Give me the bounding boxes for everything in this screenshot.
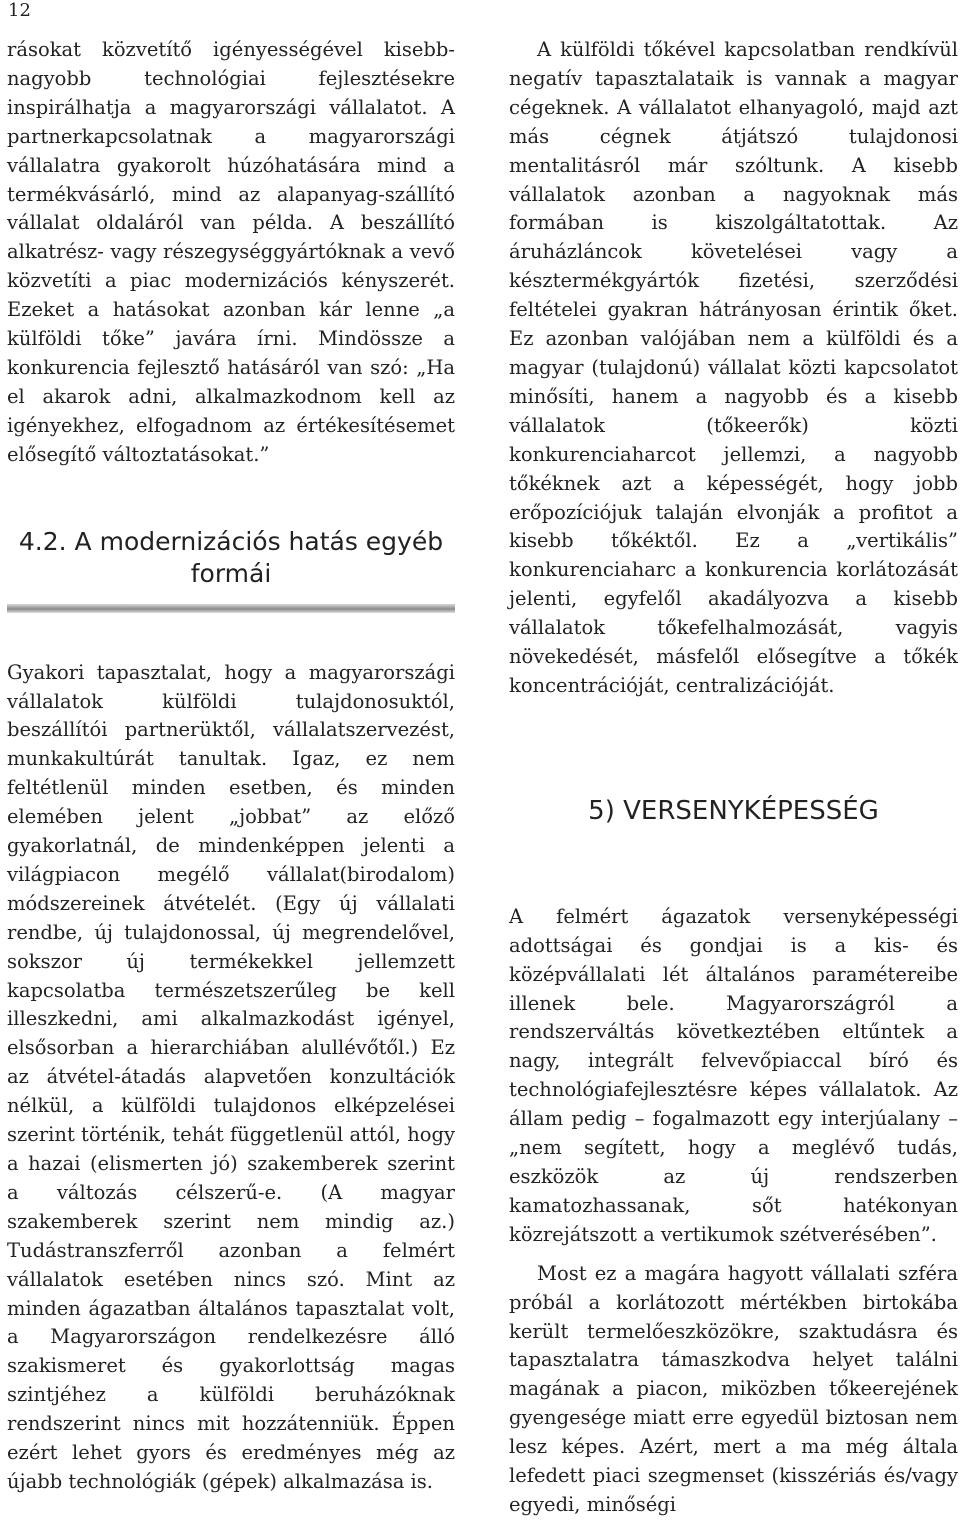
chapter-heading: 5) VERSENYKÉPESSÉG: [588, 795, 879, 826]
section-heading-line-1: 4.2. A modernizációs hatás egyéb: [18, 526, 444, 556]
left-column: [7, 36, 455, 1497]
right-column: [509, 36, 958, 1520]
left-paragraph-1: rásokat közvetítő igényességével kisebb-nagyobb technológiai fejlesztésekre inspirálhatja a magyarországi vállalatot. A partnerkapcsolatnak a magyarországi vállalatra gyakorolt húzóhatására mind a termékvásárló, mind az alapanyag-szállító vállalat oldaláról van példa. A beszállító alkatrész- vagy részegységgyártóknak a vevő közvetíti a piac modernizációs kényszerét. Ezeket a hatásokat azonban kár lenne „a külföldi tőke” javára írni. Mindössze a konkurencia fejlesztő hatásáról van szó: „Ha el akarok adni, alkalmazkodnom kell az igényekhez, elfogadnom az értékesítésemet elősegítő változtatásokat.”: [7, 38, 455, 466]
page-number: 12: [8, 0, 31, 21]
left-paragraph-2: Gyakori tapasztalat, hogy a magyarországi vállalatok külföldi tulajdonosuktól, beszállítói partnerüktől, vállalatszervezést, munkakultúrát tanultak. Igaz, ez nem feltétlenül minden esetben, és minden elemében jelent „jobbat” az előző gyakorlatnál, de mindenképpen jelenti a világpiacon megélő vállalat(birodalom) módszereinek átvételét. (Egy új vállalati rendbe, új tulajdonossal, új megrendelővel, sokszor új termékekkel jellemzett kapcsolatba természetszerűleg be kell illeszkedni, ami alkalmazkodást igényel, elsősorban a hierarchiában alullévőtől.) Ez az átvétel-átadás alapvetően konzultációk nélkül, a külföldi tulajdonos elképzelései szerint történik, tehát függetlenül attól, hogy a hazai (elismerten jó) szakemberek szerint a változás célszerű-e. (A magyar szakemberek szerint nem mindig az.) Tudástranszferről azonban a felmért vállalatok esetében nincs szó. Mint az minden ágazatban általános tapasztalat volt, a Magyarországon rendelkezésre álló szakismeret és gyakorlottság magas szintjéhez a külföldi beruházóknak rendszerint nincs mit hozzátenniük. Éppen ezért lehet gyors és eredményes még az újabb technológiák (gépek) alkalmazása is.: [7, 660, 455, 1493]
right-paragraph-3: Most ez a magára hagyott vállalati szféra próbál a korlátozott mértékben birtokába került termelőeszközökre, szaktudásra és tapasztalatra támaszkodva helyet találni magának a piacon, miközben tőkeerejének gyengesége miatt erre egyedül biztosan nem lesz képes. Azért, mert a ma még általa lefedett piaci szegmenset (kisszériás és/vagy egyedi, minőségi: [509, 1261, 958, 1516]
section-heading-block: [7, 526, 455, 613]
right-paragraph-2: A felmért ágazatok versenyképességi adottságai és gondjai is a kis- és középvállalati lét általános paramétereibe illenek bele. Magyarországról a rendszerváltás következtében eltűntek a nagy, integrált felvevőpiaccal bíró és technológiafejlesztésre képes vállalatok. Az állam pedig – fogalmazott egy interjúalany – „nem segített, hogy a meglévő tudás, eszközök az új rendszerben kamatozhassanak, sőt hatékonyan közrejátszott a vertikumok szétverésében”.: [509, 904, 958, 1246]
right-paragraph-1: A külföldi tőkével kapcsolatban rendkívül negatív tapasztalataik is vannak a magyar cégeknek. A vállalatot elhanyagoló, majd azt más cégnek átjátszó tulajdonosi mentalitásról már szóltunk. A kisebb vállalatok azonban a nagyoknak más formában is kiszolgáltatottak. Az áruházláncok követelései vagy a késztermékgyártók fizetési, szerződési feltételei gyakran hátrányosan érintik őket. Ez azonban valójában nem a külföldi és a magyar (tulajdonú) vállalat közti kapcsolatot minősíti, hanem a nagyobb és a kisebb vállalatok (tőkeerők) közti konkurenciaharcot jellemzi, a nagyobb tőkéknek azt a képességét, hogy jobb erőpozíciójuk talaján elvonják a profitot a kisebb tőkéktől. Ez a „vertikális” konkurenciaharc a konkurencia korlátozását jelenti, egyfelől akadályozva a kisebb vállalatok tőkefelhalmozását, vagyis növekedését, másfelől elősegítve a tőkék koncentrációját, centralizációját.: [509, 38, 958, 697]
section-heading-line-2: formái: [190, 558, 272, 588]
section-divider: [7, 604, 455, 613]
section-heading: [7, 526, 455, 590]
